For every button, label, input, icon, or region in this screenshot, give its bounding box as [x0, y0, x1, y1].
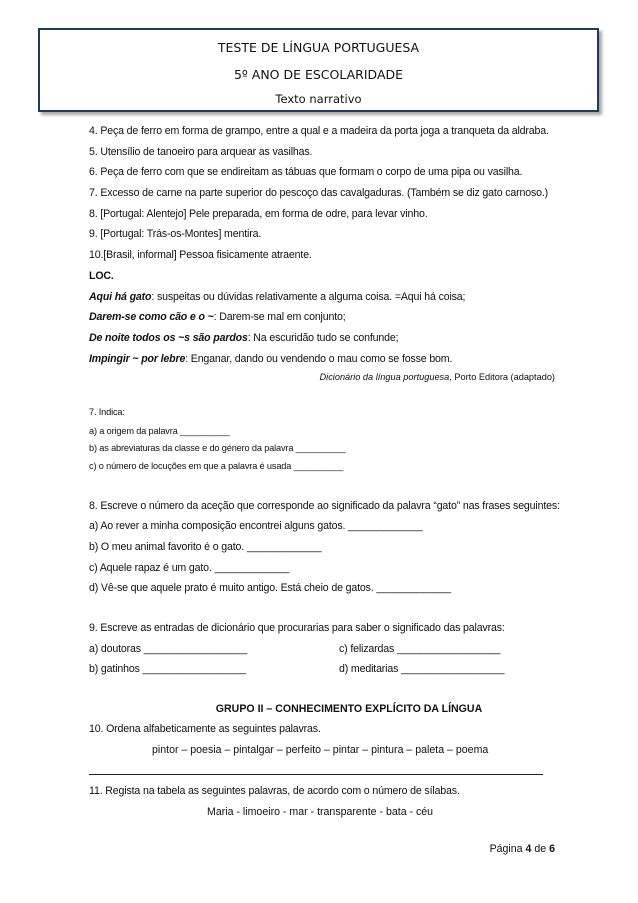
locution-3: [89, 332, 398, 344]
sense-7: 7. Excesso de carne na parte superior do pescoço das cavalgaduras. (Também se diz gato carnoso.): [89, 187, 549, 199]
q7-b: b) as abreviaturas da classe e do género da palavra __________: [89, 443, 346, 453]
sense-9: 9. [Portugal: Trás-os-Montes] mentira.: [89, 228, 262, 240]
page-number: 4: [525, 843, 532, 855]
q9-d: d) meditarias __________________: [339, 663, 505, 675]
q7-c: c) o número de locuções em que a palavra é usada __________: [89, 461, 344, 471]
header-box: [38, 28, 599, 112]
sense-10: 10.[Brasil, informal] Pessoa fisicamente atraente.: [89, 249, 312, 261]
sense-4: 4. Peça de ferro em forma de grampo, entre a qual e a madeira da porta joga a tranqueta da aldraba.: [89, 125, 549, 137]
locution-def: : Enganar, dando ou vendendo o mau como se fosse bom.: [185, 353, 453, 365]
sense-5: 5. Utensílio de tanoeiro para arquear as vasilhas.: [89, 146, 313, 158]
locution-1: [89, 291, 465, 303]
source-citation: [320, 372, 555, 382]
q8-d: d) Vê-se que aquele prato é muito antigo. Está cheio de gatos. _____________: [89, 582, 452, 594]
source-publisher: , Porto Editora (adaptado): [449, 372, 555, 382]
test-title: TESTE DE LÍNGUA PORTUGUESA: [217, 40, 420, 55]
q8-b: b) O meu animal favorito é o gato. _____________: [89, 541, 322, 553]
locution-term: Darem-se como cão e o ~: [89, 311, 214, 323]
sense-8: 8. [Portugal: Alentejo] Pele preparada, em forma de odre, para levar vinho.: [89, 208, 428, 220]
source-title: Dicionário da língua portuguesa: [319, 372, 450, 382]
text-type: Texto narrativo: [275, 92, 362, 106]
q9-c: c) felizardas __________________: [339, 643, 501, 655]
q9-b: b) gatinhos __________________: [89, 663, 246, 675]
q8-a: a) Ao rever a minha composição encontrei alguns gatos. _____________: [89, 520, 423, 532]
q8-prompt: 8. Escreve o número da aceção que corresponde ao significado da palavra “gato” nas frases seguintes:: [89, 500, 560, 512]
locution-def: : Na escuridão tudo se confunde;: [247, 332, 399, 344]
q10-answer-line: [89, 774, 543, 775]
grade-level: 5º ANO DE ESCOLARIDADE: [233, 67, 404, 82]
page-of-label: de: [531, 843, 550, 855]
page-footer: [490, 843, 555, 855]
q9-a: a) doutoras __________________: [89, 643, 248, 655]
locution-4: [89, 353, 452, 365]
q10-prompt: 10. Ordena alfabeticamente as seguintes palavras.: [89, 723, 321, 735]
locution-term: Impingir ~ por lebre: [89, 353, 186, 365]
locution-term: Aqui há gato: [89, 291, 152, 303]
q11-word-list: Maria - limoeiro - mar - transparente - bata - céu: [207, 806, 434, 818]
q9-prompt: 9. Escreve as entradas de dicionário que procurarias para saber o significado das palavras:: [89, 622, 505, 634]
loc-label: LOC.: [89, 270, 114, 282]
locution-def: : Darem-se mal em conjunto;: [213, 311, 346, 323]
page-label: Página: [489, 843, 526, 855]
q7-a: a) a origem da palavra __________: [89, 426, 230, 436]
q7-prompt: 7. Indica:: [89, 407, 125, 417]
locution-term: De noite todos os ~s são pardos: [89, 332, 248, 344]
q8-c: c) Aquele rapaz é um gato. _____________: [89, 562, 290, 574]
sense-6: 6. Peça de ferro com que se endireitam as tábuas que formam o corpo de uma pipa ou vasilha.: [89, 166, 523, 178]
page-total: 6: [549, 843, 555, 855]
q10-word-list: pintor – poesia – pintalgar – perfeito – pintar – pintura – paleta – poema: [152, 744, 489, 756]
locution-def: : suspeitas ou dúvidas relativamente a alguma coisa. =Aqui há coisa;: [151, 291, 466, 303]
q11-prompt: 11. Regista na tabela as seguintes palavras, de acordo com o número de sílabas.: [89, 785, 460, 797]
group-2-title: GRUPO II – CONHECIMENTO EXPLÍCITO DA LÍNGUA: [215, 703, 483, 715]
locution-2: [89, 311, 346, 323]
